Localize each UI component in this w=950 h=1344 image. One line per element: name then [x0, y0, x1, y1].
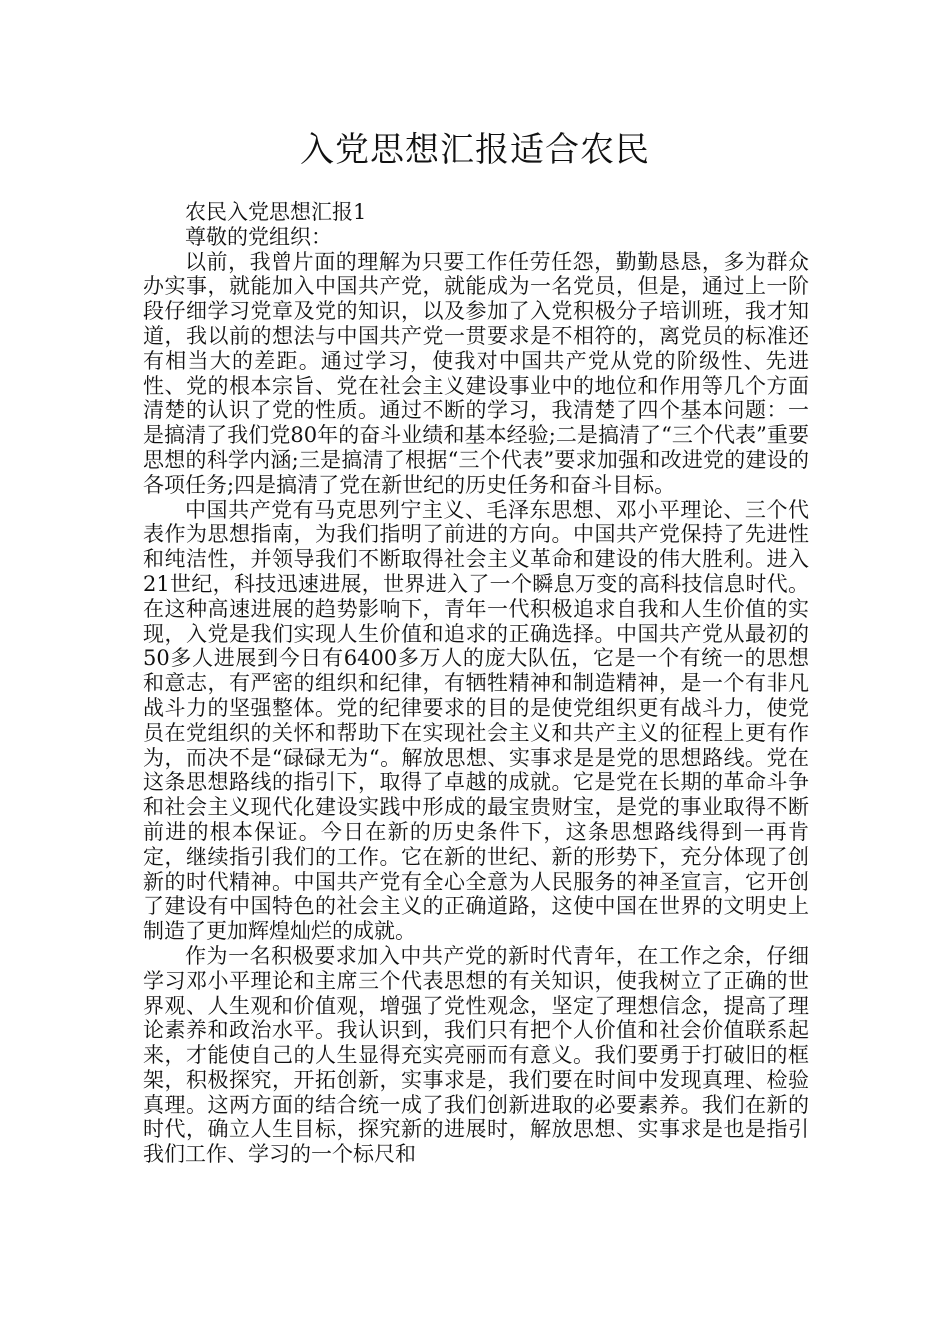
body-paragraph-1: 以前，我曾片面的理解为只要工作任劳任怨，勤勤恳恳，多为群众办实事，就能加入中国共产党，就能成为一名党员，但是，通过上一阶段仔细学习党章及党的知识，以及参加了入党积极分子培训班，我才知道，我以前的想法与中国共产党一贯要求是不相符的，离党员的标准还有相当大的差距。通过学习，使我对中国共产党从党的阶级性、先进性、党的根本宗旨、党在社会主义建设事业中的地位和作用等几个方面清楚的认识了党的性质。通过不断的学习，我清楚了四个基本问题：一是搞清了我们党80年的奋斗业绩和基本经验;二是搞清了“三个代表”重要思想的科学内涵;三是搞清了根据“三个代表”要求加强和改进党的建设的各项任务;四是搞清了党在新世纪的历史任务和奋斗目标。 — [143, 249, 809, 497]
salutation: 尊敬的党组织： — [185, 224, 332, 249]
body-paragraph-2: 中国共产党有马克思列宁主义、毛泽东思想、邓小平理论、三个代表作为思想指南，为我们指明了前进的方向。中国共产党保持了先进性和纯洁性，并领导我们不断取得社会主义革命和建设的伟大胜利。进入21世纪，科技迅速进展，世界进入了一个瞬息万变的高科技信息时代。在这种高速进展的趋势影响下，青年一代积极追求自我和人生价值的实现，入党是我们实现人生价值和追求的正确选择。中国共产党从最初的50多人进展到今日有6400多万人的庞大队伍，它是一个有统一的思想和意志，有严密的组织和纪律，有牺牲精神和制造精神，是一个有非凡战斗力的坚强整体。党的纪律要求的目的是使党组织更有战斗力，使党员在党组织的关怀和帮助下在实现社会主义和共产主义的征程上更有作为，而决不是“碌碌无为“。解放思想、实事求是是党的思想路线。党在这条思想路线的指引下，取得了卓越的成就。它是党在长期的革命斗争和社会主义现代化建设实践中形成的最宝贵财宝，是党的事业取得不断前进的根本保证。今日在新的历史条件下，这条思想路线得到一再肯定，继续指引我们的工作。它在新的世纪、新的形势下，充分体现了创新的时代精神。中国共产党有全心全意为人民服务的神圣宣言，它开创了建设有中国特色的社会主义的正确道路，这使中国在世界的文明史上制造了更加辉煌灿烂的成就。 — [143, 497, 809, 944]
document-body — [143, 200, 809, 1167]
section-heading: 农民入党思想汇报1 — [185, 200, 367, 224]
body-paragraph-3: 作为一名积极要求加入中共产党的新时代青年，在工作之余，仔细学习邓小平理论和主席三个代表思想的有关知识，使我树立了正确的世界观、人生观和价值观，增强了党性观念，坚定了理想信念，提高了理论素养和政治水平。我认识到，我们只有把个人价值和社会价值联系起来，才能使自己的人生显得充实亮丽而有意义。我们要勇于打破旧的框架，积极探究，开拓创新，实事求是，我们要在时间中发现真理、检验真理。这两方面的结合统一成了我们创新进取的必要素养。我们在新的时代，确立人生目标，探究新的进展时，解放思想、实事求是也是指引我们工作、学习的一个标尺和 — [143, 943, 809, 1167]
document-title: 入党思想汇报适合农民 — [300, 130, 650, 170]
